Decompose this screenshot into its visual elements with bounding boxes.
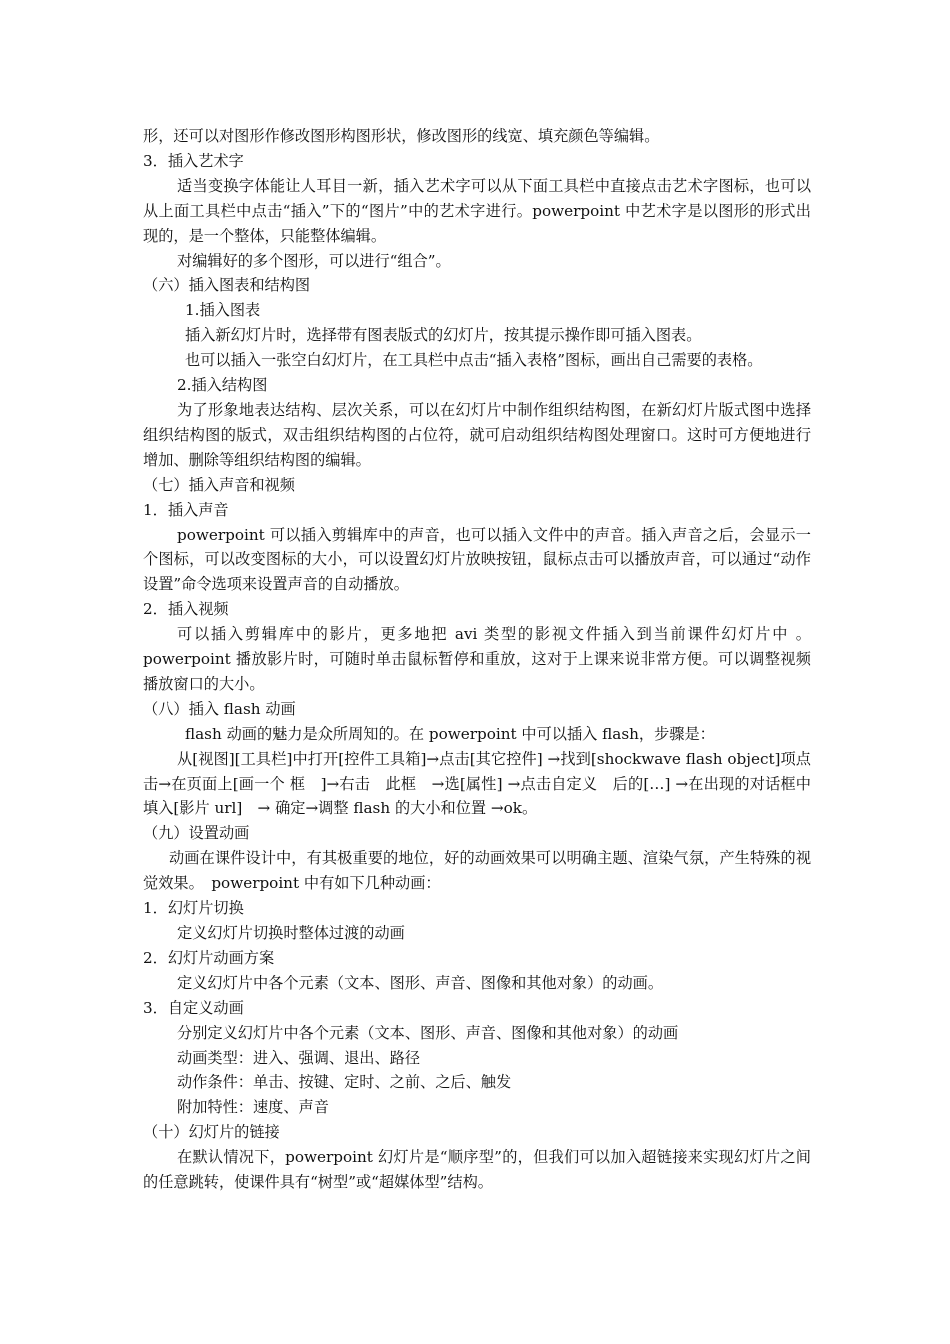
line-extra-properties: 附加特性：速度、声音 [177, 1098, 329, 1117]
section-heading-links: （十）幻灯片的链接 [143, 1123, 280, 1142]
paragraph-group: 对编辑好的多个图形，可以进行“组合”。 [177, 251, 451, 270]
paragraph-org-chart: 为了形象地表达结构、层次关系，可以在幻灯片中制作组织结构图，在新幻灯片版式图中选择组织结构图的版式，双击组织结构图的占位符，就可启动组织结构图处理窗口。这时可方便地进行增加、删除等组织结构图的编辑。 [143, 400, 811, 469]
paragraph-sound: powerpoint 可以插入剪辑库中的声音，也可以插入文件中的声音。插入声音之后，会显示一个图标，可以改变图标的大小，可以设置幻灯片放映按钮，鼠标点击可以播放声音，可以通过“动作设置”命令选项来设置声音的自动播放。 [143, 525, 811, 594]
paragraph-links: 在默认情况下，powerpoint 幻灯片是“顺序型”的，但我们可以加入超链接来实现幻灯片之间的任意跳转，使课件具有“树型”或“超媒体型”结构。 [143, 1148, 811, 1192]
line-action-conditions: 动作条件：单击、按键、定时、之前、之后、触发 [177, 1073, 512, 1092]
heading-insert-sound: 1．插入声音 [143, 500, 229, 519]
section-heading-media: （七）插入声音和视频 [143, 475, 295, 494]
paragraph-flash-intro: flash 动画的魅力是众所周知的。在 powerpoint 中可以插入 flash，步骤是： [185, 724, 715, 743]
paragraph-animation-scheme: 定义幻灯片中各个元素（文本、图形、声音、图像和其他对象）的动画。 [177, 973, 663, 992]
heading-slide-transition: 1．幻灯片切换 [143, 899, 244, 918]
heading-insert-wordart: 3．插入艺术字 [143, 151, 244, 170]
heading-animation-scheme: 2．幻灯片动画方案 [143, 948, 275, 967]
section-heading-charts: （六）插入图表和结构图 [143, 276, 311, 295]
heading-insert-video: 2．插入视频 [143, 600, 229, 619]
paragraph-wordart: 适当变换字体能让人耳目一新，插入艺术字可以从下面工具栏中直接点击艺术字图标，也可以从上面工具栏中点击“插入”下的“图片”中的艺术字进行。powerpoint 中艺术字是以图形的形式出现的，是一个整体，只能整体编辑。 [143, 176, 811, 245]
heading-custom-animation: 3．自定义动画 [143, 998, 244, 1017]
subheading-insert-chart: 1.插入图表 [185, 301, 261, 320]
section-heading-flash: （八）插入 flash 动画 [143, 699, 296, 718]
paragraph-video: 可以插入剪辑库中的影片，更多地把 avi 类型的影视文件插入到当前课件幻灯片中 。powerpoint 播放影片时，可随时单击鼠标暂停和重放，这对于上课来说非常方便。可以调整视频播放窗口的大小。 [143, 625, 811, 693]
subheading-org-chart: 2.插入结构图 [177, 376, 268, 395]
paragraph-insert-table: 也可以插入一张空白幻灯片，在工具栏中点击“插入表格”图标，画出自己需要的表格。 [185, 351, 763, 370]
paragraph-continuation: 形，还可以对图形作修改图形构图形状，修改图形的线宽、填充颜色等编辑。 [143, 127, 660, 145]
document-body [143, 124, 811, 1195]
paragraph-animation-intro: 动画在课件设计中，有其极重要的地位，好的动画效果可以明确主题、渲染气氛，产生特殊的视觉效果。 powerpoint 中有如下几种动画： [143, 849, 811, 893]
paragraph-flash-steps: 从[视图][工具栏]中打开[控件工具箱]→点击[其它控件] →找到[shockwave flash object]项点击→在页面上[画一个 框 ]→右击 此框 →选[属性] →点击自定义 后的[…] →在出现的对话框中填入[影片 url] → 确定→调整 flash 的大小和位置 →ok。 [143, 749, 811, 818]
paragraph-slide-transition: 定义幻灯片切换时整体过渡的动画 [177, 924, 405, 942]
paragraph-chart-layout: 插入新幻灯片时，选择带有图表版式的幻灯片，按其提示操作即可插入图表。 [185, 326, 702, 345]
paragraph-custom-animation: 分别定义幻灯片中各个元素（文本、图形、声音、图像和其他对象）的动画 [177, 1023, 679, 1042]
section-heading-animation: （九）设置动画 [143, 824, 250, 843]
line-animation-types: 动画类型：进入、强调、退出、路径 [177, 1048, 420, 1067]
